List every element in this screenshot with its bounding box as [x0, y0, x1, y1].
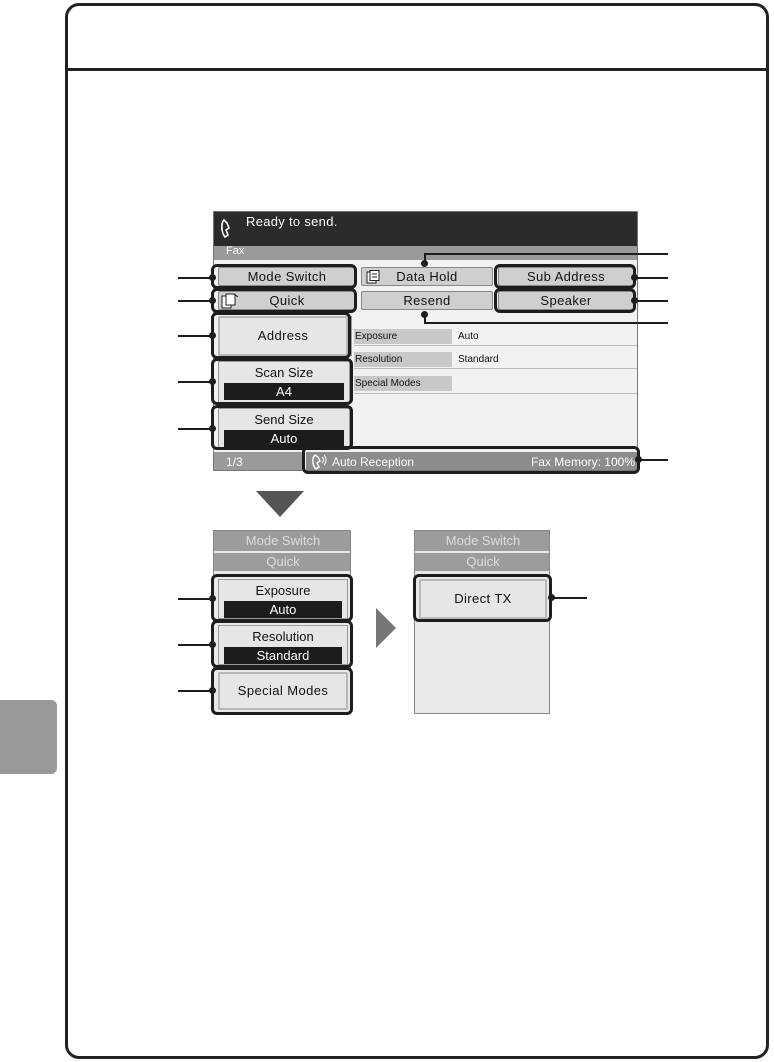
- row-divider: [354, 345, 638, 346]
- row-divider: [354, 393, 638, 394]
- leader-line: [178, 381, 212, 383]
- leader-line: [178, 598, 212, 600]
- leader-line: [178, 644, 212, 646]
- leader-dot: [635, 456, 642, 463]
- leader-line: [638, 459, 668, 461]
- leader-dot: [421, 311, 428, 318]
- speaker-button[interactable]: Speaker: [498, 291, 634, 310]
- leader-line: [551, 597, 587, 599]
- setting-row-resolution: Resolution Standard: [355, 354, 499, 365]
- quick-button[interactable]: Quick: [218, 291, 356, 310]
- data-hold-button[interactable]: Data Hold: [361, 267, 493, 286]
- page-indicator: 1/3: [214, 452, 302, 471]
- callout-ring-speaker: [494, 288, 636, 313]
- exposure-value: Auto: [224, 601, 342, 618]
- mode-switch-button[interactable]: Mode Switch: [218, 267, 356, 286]
- special-modes-button[interactable]: Special Modes: [218, 672, 348, 710]
- sub-address-button[interactable]: Sub Address: [498, 267, 634, 286]
- leader-dot: [209, 425, 216, 432]
- leader-line: [634, 277, 668, 279]
- leader-dot: [209, 332, 216, 339]
- exposure-label: Exposure: [255, 583, 311, 598]
- send-size-label: Send Size: [254, 412, 314, 427]
- leader-dot: [548, 594, 555, 601]
- faded-quick: Quick: [214, 553, 351, 571]
- leader-line: [178, 428, 212, 430]
- callout-ring-reception: [302, 446, 640, 474]
- scan-size-label: Scan Size: [254, 365, 314, 380]
- setting-row-special-modes: Special Modes: [354, 376, 634, 391]
- scan-size-value: A4: [224, 383, 344, 400]
- data-hold-icon: [366, 270, 380, 284]
- resend-button[interactable]: Resend: [361, 291, 493, 310]
- leader-dot: [631, 297, 638, 304]
- leader-line: [424, 253, 668, 255]
- mode-label: Fax: [226, 245, 245, 257]
- callout-ring-sub-address: [494, 264, 636, 289]
- chapter-tab: [0, 700, 57, 774]
- leader-dot: [209, 274, 216, 281]
- leader-dot: [209, 378, 216, 385]
- fax-memory-label: Fax Memory: 100%: [530, 455, 635, 469]
- callout-ring-address: [211, 312, 351, 359]
- leader-dot: [631, 274, 638, 281]
- leader-line: [178, 300, 212, 302]
- callout-ring-resolution: [211, 620, 353, 668]
- right-arrow-icon: [376, 608, 396, 648]
- callout-ring-mode-switch: [211, 264, 357, 289]
- settings-panel-right: [414, 530, 550, 714]
- faded-mode-switch: Mode Switch: [415, 531, 550, 551]
- callout-ring-send-size: [211, 405, 353, 450]
- callout-ring-quick: [211, 288, 357, 313]
- callout-ring-direct-tx: [413, 574, 552, 622]
- callout-ring-exposure: [211, 574, 353, 622]
- down-arrow-icon: [256, 491, 304, 517]
- row-divider: [354, 368, 638, 369]
- leader-line: [634, 300, 668, 302]
- leader-dot: [209, 595, 216, 602]
- leader-dot: [209, 687, 216, 694]
- leader-dot: [421, 260, 428, 267]
- leader-dot: [209, 297, 216, 304]
- status-message: Ready to send.: [246, 214, 338, 229]
- fax-phone-icon: [220, 218, 236, 240]
- leader-line: [178, 277, 212, 279]
- resolution-label: Resolution: [252, 629, 314, 644]
- faded-mode-switch: Mode Switch: [214, 531, 351, 551]
- leader-line: [178, 335, 212, 337]
- resolution-value: Standard: [224, 647, 342, 664]
- setting-row-exposure: Exposure Auto: [355, 331, 479, 342]
- address-button[interactable]: Address: [218, 316, 348, 356]
- auto-reception-label: Auto Reception: [332, 455, 415, 469]
- send-size-value: Auto: [224, 430, 344, 447]
- direct-tx-button[interactable]: Direct TX: [419, 579, 547, 619]
- leader-line: [178, 690, 212, 692]
- callout-ring-special-modes: [211, 667, 353, 715]
- header-divider: [68, 68, 766, 71]
- leader-line: [424, 322, 668, 324]
- status-bar: [214, 212, 638, 246]
- faded-quick: Quick: [415, 553, 550, 571]
- leader-dot: [209, 641, 216, 648]
- callout-ring-scan-size: [211, 358, 353, 405]
